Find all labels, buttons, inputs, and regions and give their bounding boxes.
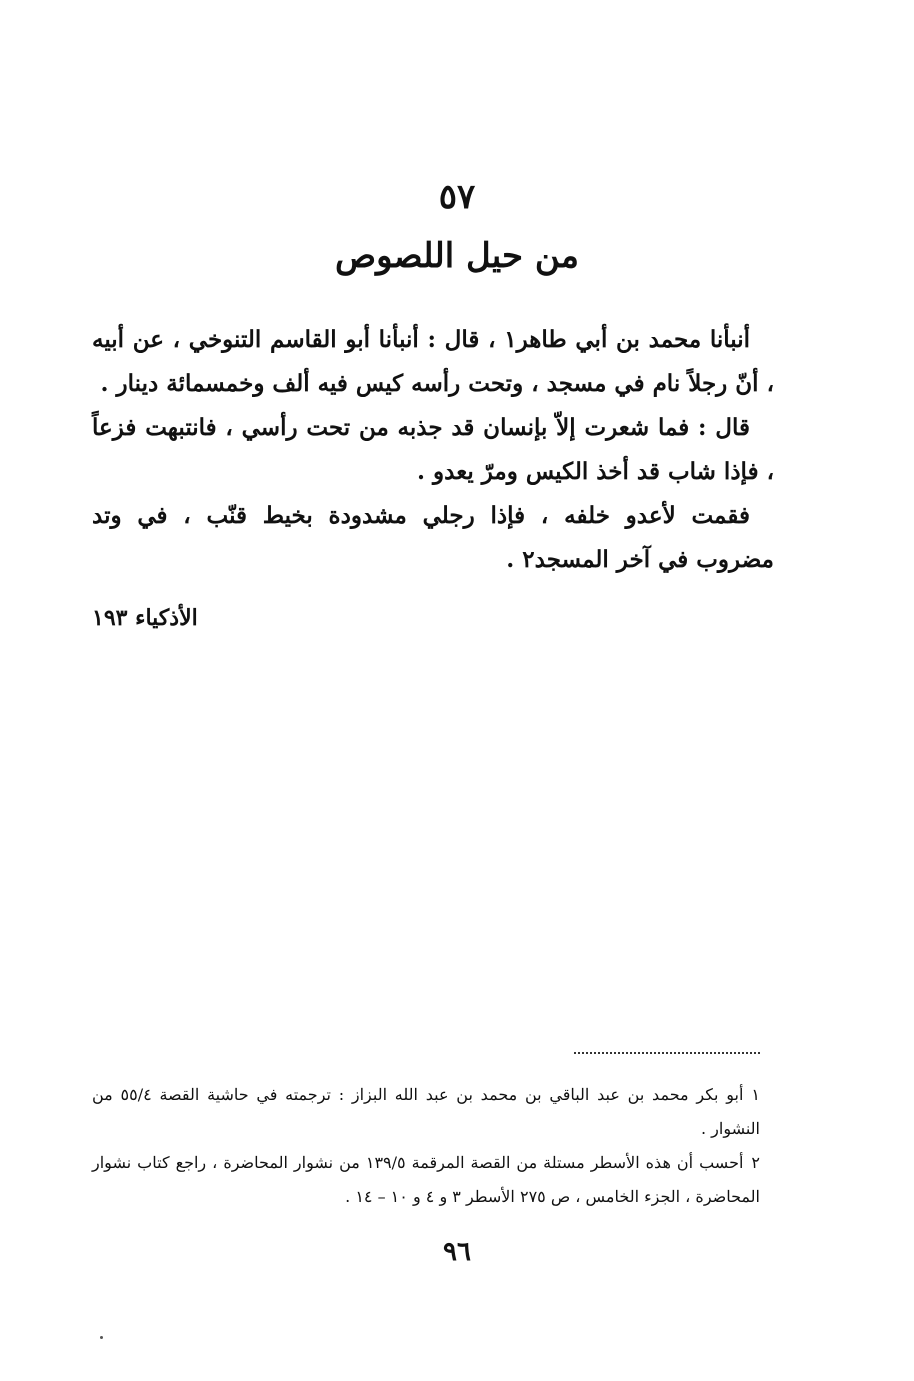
footnotes [92,1078,760,1214]
footnote-item [92,1078,760,1146]
body-paragraph: قال : فما شعرت إلاّ بإنسان قد جذبه من تحت رأسي ، فانتبهت فزعاً ، فإذا شاب قد أخذ الكيس ومرّ يعدو . [92,414,774,485]
footnote-text: أحسب أن هذه الأسطر مستلة من القصة المرقمة ١٣٩/٥ من نشوار المحاضرة ، راجع كتاب نشوار المحاضرة ، الجزء الخامس ، ص ٢٧٥ الأسطر ٣ و ٤ و ١٠ – ١٤ . [92,1153,760,1206]
body-paragraph: فقمت لأعدو خلفه ، فإذا رجلي مشدودة بخيط قنّب ، في وتد مضروب في آخر المسجد٢ . [92,502,774,573]
scan-speck [100,1336,103,1339]
body-paragraph: أنبأنا محمد بن أبي طاهر١ ، قال : أنبأنا أبو القاسم التنوخي ، عن أبيه ، أنّ رجلاً نام في مسجد ، وتحت رأسه كيس فيه ألف وخمسمائة دينار . [92,326,774,397]
story-body [92,318,774,582]
footnote-number: ٢ [751,1153,761,1172]
footnote-item [92,1146,760,1214]
story-title: من حيل اللصوص [334,236,579,276]
page-number: ٩٦ [443,1237,471,1267]
footnote-text: أبو بكر محمد بن عبد الباقي بن محمد بن عبد الله البزاز : ترجمته في حاشية القصة ٥٥/٤ من النشوار . [92,1085,760,1138]
footnote-number: ١ [751,1085,760,1104]
source-reference: الأذكياء ١٩٣ [92,605,198,631]
footnote-separator [574,1052,760,1054]
story-number: ٥٧ [438,177,476,217]
